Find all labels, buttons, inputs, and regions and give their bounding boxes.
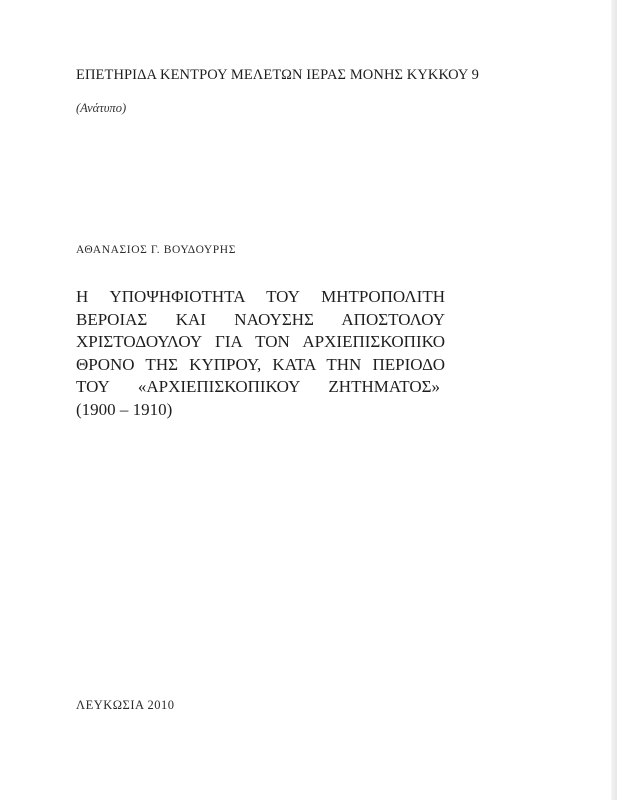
- page-edge: [611, 0, 617, 800]
- title-date-range: (1900 – 1910): [76, 399, 173, 419]
- author-name: ΑΘΑΝΑΣΙΟΣ Γ. ΒΟΥΔΟΥΡΗΣ: [76, 244, 237, 256]
- article-title: [76, 286, 476, 422]
- title-line: ΤΟΥ «ΑΡΧΙΕΠΙΣΚΟΠΙΚΟΥ ΖΗΤΗΜΑΤΟΣ»: [76, 377, 440, 397]
- title-line: ΘΡΟΝΟ ΤΗΣ ΚΥΠΡΟΥ, ΚΑΤΑ ΤΗΝ ΠΕΡΙΟΔΟ: [76, 354, 445, 374]
- title-line: ΧΡΙΣΤΟΔΟΥΛΟΥ ΓΙΑ ΤΟΝ ΑΡΧΙΕΠΙΣΚΟΠΙΚΟ: [76, 332, 445, 352]
- series-title: ΕΠΕΤΗΡΙΔΑ ΚΕΝΤΡΟΥ ΜΕΛΕΤΩΝ ΙΕΡΑΣ ΜΟΝΗΣ ΚΥΚΚΟΥ 9: [76, 67, 480, 83]
- place-and-year: ΛΕΥΚΩΣΙΑ 2010: [76, 698, 175, 712]
- reprint-label: (Ανάτυπο): [76, 101, 127, 115]
- title-line: Η ΥΠΟΨΗΦΙΟΤΗΤΑ ΤΟΥ ΜΗΤΡΟΠΟΛΙΤΗ: [76, 287, 445, 306]
- title-line: ΒΕΡΟΙΑΣ ΚΑΙ ΝΑΟΥΣΗΣ ΑΠΟΣΤΟΛΟΥ: [76, 309, 445, 329]
